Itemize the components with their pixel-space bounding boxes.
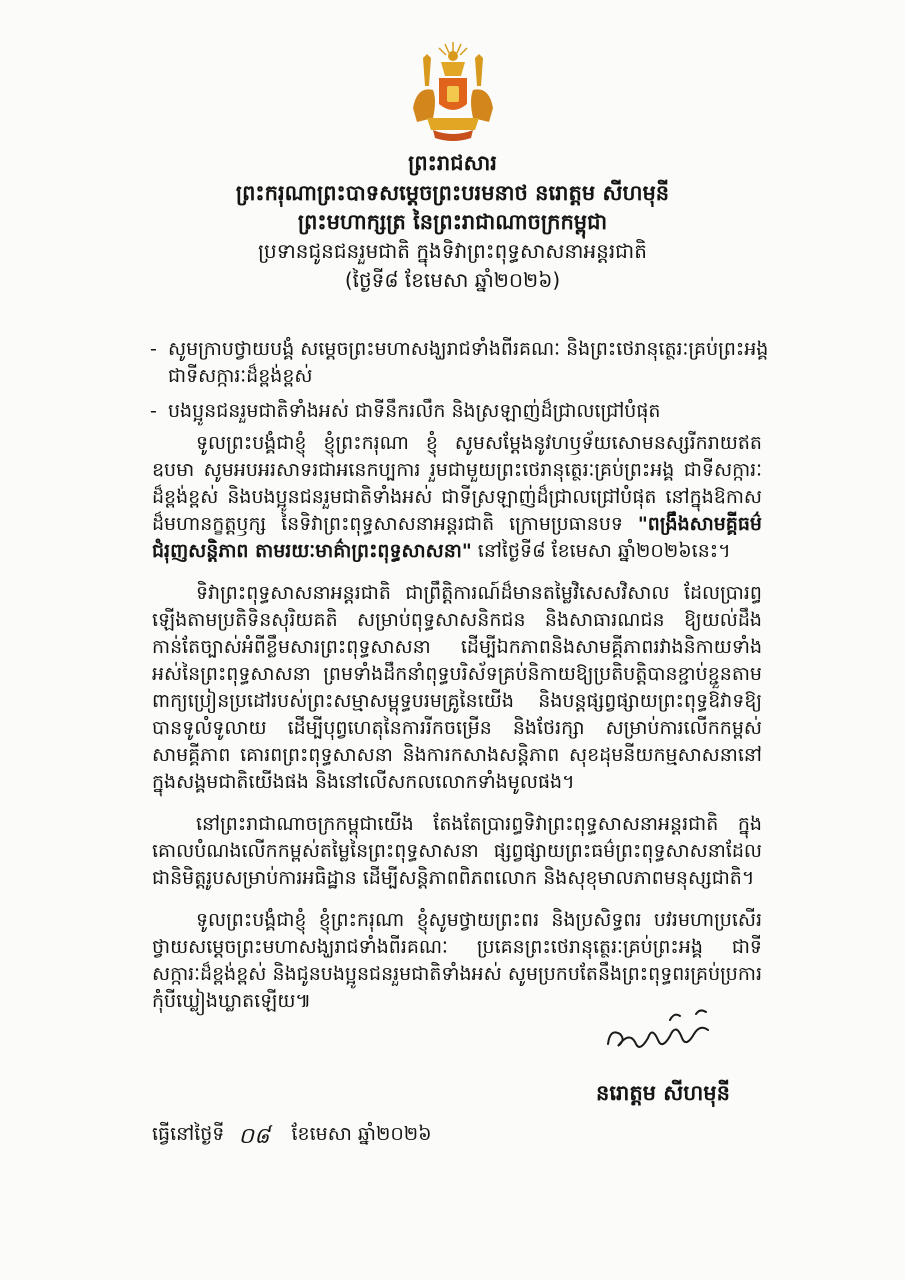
salutation-text: សូមក្រាបថ្វាយបង្គំ សម្ដេចព្រះមហាសង្ឃរាជទាំងពីរគណៈ និងព្រះថេរានុត្ថេរៈគ្រប់ព្រះអង្គ ជាទីសក្ការៈដ៏ខ្ពង់ខ្ពស់	[168, 338, 769, 387]
signing-date-line	[152, 1122, 432, 1154]
date-day-handwritten: ០៨	[238, 1124, 270, 1149]
paragraph-2: ទិវាព្រះពុទ្ធសាសនាអន្តរជាតិ ជាព្រឹត្តិការណ៍ដ៏មានតម្លៃវិសេសវិសាល ដែលប្រារព្ធឡើងតាមប្រតិទិនសុរិយគតិ សម្រាប់ពុទ្ធសាសនិកជន និងសាធារណជន ឱ្យយល់ដឹងកាន់តែច្បាស់អំពីខ្លឹមសារព្រះពុទ្ធសាសនា ដើម្បីឯកភាពនិងសាមគ្គីភាពរវាងនិកាយទាំងអស់នៃព្រះពុទ្ធសាសនា ព្រមទាំងដឹកនាំពុទ្ធបរិស័ទគ្រប់និកាយឱ្យប្រតិបត្តិបានខ្ជាប់ខ្ជួនតាមពាក្យប្រៀនប្រដៅរបស់ព្រះសម្មាសម្ពុទ្ធបរមគ្រូនៃយើង និងបន្តផ្សព្វផ្សាយព្រះពុទ្ធឱវាទឱ្យបានទូលំទូលាយ ដើម្បីបុព្វហេតុនៃការរីកចម្រើន និងថែរក្សា សម្រាប់ការលើកកម្ពស់ សាមគ្គីភាព គោរពព្រះពុទ្ធសាសនា និងការកសាងសន្តិភាព សុខដុមនីយកម្មសាសនានៅក្នុងសង្គមជាតិយើងផង និងនៅលើសកលលោកទាំងមូលផង។	[152, 582, 762, 793]
addressed-to-line: ប្រទានជូនជនរួមជាតិ ក្នុងទិវាព្រះពុទ្ធសាសនាអន្តរជាតិ	[258, 239, 647, 263]
paragraph-1-opening: ទូលព្រះបង្គំជាខ្ញុំ ខ្ញុំព្រះករុណា ខ្ញុំ សូមសម្ដែងនូវហឫទ័យសោមនស្សរីករាយឥតឧបមា សូមអបអរសាទរជាអនេកប្បការ រួមជាមួយព្រះថេរានុត្ថេរៈគ្រប់ព្រះអង្គ ជាទីសក្ការៈដ៏ខ្ពង់ខ្ពស់ និងបងប្អូនជនរួមជាតិទាំងអស់ ជាទីស្រឡាញ់ដ៏ជ្រាលជ្រៅបំផុត នៅក្នុងឱកាសដ៏មហានក្ខត្តឫក្ស នៃទិវាព្រះពុទ្ធសាសនាអន្តរជាតិ ក្រោមប្រធានបទ	[152, 432, 762, 535]
salutation-text: បងប្អូនជនរួមជាតិទាំងអស់ ជាទីនឹករលឹក និងស្រឡាញ់ដ៏ជ្រាលជ្រៅបំផុត	[168, 400, 661, 422]
royal-title-line: ព្រះករុណាព្រះបាទសម្ដេចព្រះបរមនាថ នរោត្តម សីហមុនី	[235, 181, 670, 205]
bullet-dash: -	[150, 338, 157, 360]
salutation-item	[150, 336, 770, 390]
paragraph-1-closing: នៅថ្ងៃទី៨ ខែមេសា ឆ្នាំ២០២៦នេះ។	[477, 540, 731, 562]
date-prefix: ធ្វើនៅថ្ងៃទី	[152, 1123, 225, 1145]
royal-coat-of-arms-emblem	[403, 38, 503, 148]
king-of-cambodia-line: ព្រះមហាក្សត្រ នៃព្រះរាជាណាចក្រកម្ពុជា	[297, 210, 608, 234]
message-body	[152, 430, 762, 1030]
bullet-dash: -	[150, 400, 157, 422]
theme-quote: "ពង្រឹងសាមគ្គីធម៌ ជំរុញសន្តិភាព តាមរយៈមាគ៌ាព្រះពុទ្ធសាសនា"	[152, 513, 762, 562]
paragraph-3: នៅព្រះរាជាណាចក្រកម្ពុជាយើង តែងតែប្រារព្ធទិវាព្រះពុទ្ធសាសនាអន្តរជាតិ ក្នុងគោលបំណងលើកកម្ពស់តម្លៃនៃព្រះពុទ្ធសាសនា ផ្សព្វផ្សាយព្រះធម៌ព្រះពុទ្ធសាសនាដែលជានិមិត្តរូបសម្រាប់ការអធិដ្ឋាន ដើម្បីសន្តិភាពពិភពលោក និងសុខុមាលភាពមនុស្សជាតិ។	[152, 813, 762, 889]
paragraph-1	[152, 430, 762, 565]
date-suffix: ខែមេសា ឆ្នាំ២០២៦	[291, 1123, 432, 1145]
letter-title: ព្រះរាជសារ	[408, 151, 497, 175]
date-heading: (ថ្ងៃទី៨ ខែមេសា ឆ្នាំ២០២៦)	[344, 268, 561, 292]
salutation-item	[150, 398, 770, 425]
paragraph-4: ទូលព្រះបង្គំជាខ្ញុំ ខ្ញុំព្រះករុណា ខ្ញុំសូមថ្វាយព្រះពរ និងប្រសិទ្ធពរ បវរមហាប្រសើរ ថ្វាយសម្ដេចព្រះមហាសង្ឃរាជទាំងពីរគណៈ ប្រគេនព្រះថេរានុត្ថេរៈគ្រប់ព្រះអង្គ ជាទីសក្ការៈដ៏ខ្ពង់ខ្ពស់ និងជូនបងប្អូនជនរួមជាតិទាំងអស់ សូមប្រកបតែនឹងព្រះពុទ្ធពរគ្រប់ប្រការ កុំបីឃ្លៀងឃ្លាតឡើយ៕	[152, 909, 762, 1012]
signer-name: នរោត្តម សីហមុនី	[596, 1081, 730, 1105]
handwritten-signature	[600, 1000, 720, 1060]
salutation-list	[150, 336, 770, 433]
